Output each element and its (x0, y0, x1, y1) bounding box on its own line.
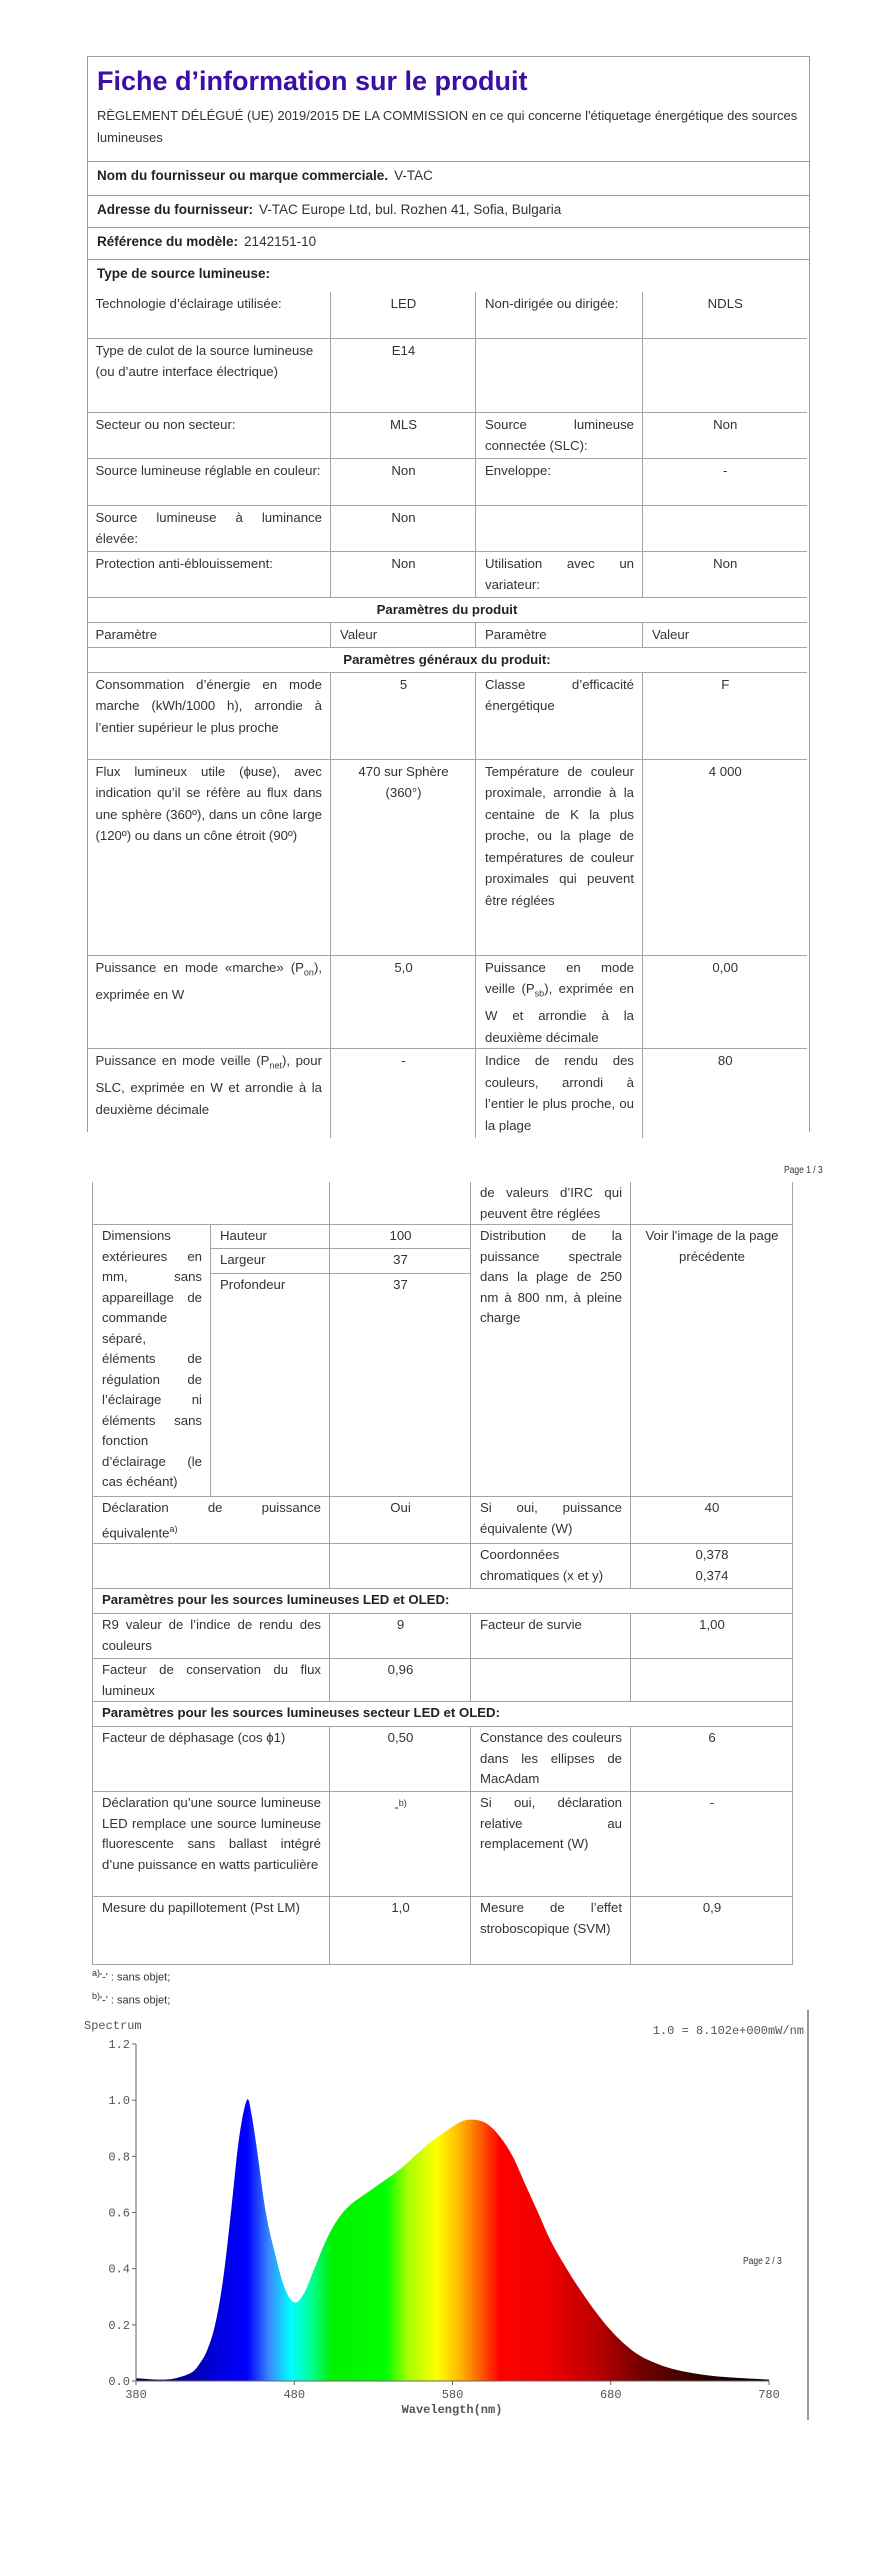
y-tick-label: 0.4 (108, 2262, 130, 2277)
column-header: Paramètre (87, 622, 331, 647)
param-label (471, 1659, 631, 1702)
table-row (87, 551, 807, 597)
param-label: Technologie d’éclairage utilisée: (87, 292, 331, 338)
param-label-text: Puissance en mode «marche» (P (95, 959, 304, 975)
footnote-mark: b) (92, 1991, 101, 2001)
param-value: 80 (643, 1049, 807, 1138)
param-value: 40 (631, 1497, 793, 1544)
param-value: 0,00 (643, 955, 807, 1049)
param-label: Flux lumineux utile (ϕuse), avec indication qu’il se réfère au flux dans une sphère (360º), dans un cône large (120º) ou dans un cône étroit (90º) (87, 759, 331, 955)
footnote-mark: a) (169, 1523, 178, 1534)
param-value (643, 338, 807, 412)
spectrum-area (136, 2099, 769, 2381)
column-header: Valeur (643, 622, 807, 647)
param-label: Température de couleur proximale, arrondie à la centaine de K la plus proche, ou la plage de températures de couleur proximales qui peuvent être réglées (476, 759, 643, 955)
chromaticity-y: 0,374 (695, 1567, 729, 1583)
param-value: MLS (331, 412, 476, 458)
dimensions-label: Dimensions extérieures en mm, sans appareillage de commande séparé, éléments de régulation de l’éclairage ni éléments sans fonction d’éclairage (le cas échéant) (93, 1225, 211, 1497)
y-tick-label: 0.2 (108, 2318, 130, 2333)
param-value: Non (643, 551, 807, 597)
dimension-name: Largeur (211, 1249, 330, 1274)
table-row (93, 1225, 793, 1249)
param-value: 1,00 (631, 1614, 793, 1659)
table-row (87, 338, 807, 412)
footnote-mark: b) (398, 1798, 407, 1809)
table-row (87, 292, 807, 338)
param-value: 470 sur Sphère (360°) (331, 759, 476, 955)
param-label: R9 valeur de l’indice de rendu des couleurs (93, 1614, 330, 1659)
model-reference-label: Référence du modèle: (97, 234, 239, 249)
section-heading-row (87, 647, 807, 672)
section-heading: Paramètres généraux du produit: (87, 647, 807, 672)
table-row (87, 1049, 807, 1138)
supplier-name-row (88, 162, 809, 196)
table-row (93, 1614, 793, 1659)
chart-title: Spectrum (84, 2019, 142, 2033)
chart-annotation: 1.0 = 8.102e+000mW/nm (652, 2024, 804, 2038)
param-label: Coordonnées chromatiques (x et y) (471, 1544, 631, 1589)
param-value: 0,9 (631, 1897, 793, 1965)
y-tick-label: 0.0 (108, 2375, 130, 2389)
subscript: net (269, 1060, 282, 1071)
param-value: Voir l'image de la page précédente (631, 1225, 793, 1497)
param-label-text: ), exprimée en W (95, 959, 322, 1002)
x-tick-label: 380 (125, 2388, 147, 2402)
param-label: Enveloppe: (476, 458, 643, 505)
table-row (87, 672, 807, 759)
param-label: Source lumineuse réglable en couleur: (87, 458, 331, 505)
param-label: Constance des couleurs dans les ellipses de MacAdam (471, 1727, 631, 1792)
page-number-2: Page 2 / 3 (743, 2256, 782, 2267)
param-value (631, 1544, 793, 1589)
regulation-text: RÈGLEMENT DÉLÉGUÉ (UE) 2019/2015 DE LA COMMISSION en ce qui concerne l'étiquetage énergétique des sources lumineuses (97, 108, 798, 145)
product-sheet-page-1 (87, 56, 810, 1132)
param-label: Mesure de l’effet stroboscopique (SVM) (471, 1897, 631, 1965)
column-header: Valeur (331, 622, 476, 647)
model-reference-row (88, 228, 809, 260)
param-value: Non (331, 458, 476, 505)
empty-cell (330, 1182, 471, 1225)
param-label: Protection anti-éblouissement: (87, 551, 331, 597)
param-value: 1,0 (330, 1897, 471, 1965)
param-value (631, 1659, 793, 1702)
table-row (93, 1897, 793, 1965)
param-label (87, 1049, 331, 1138)
param-value (643, 505, 807, 551)
param-label (93, 1497, 330, 1544)
light-source-type-heading (88, 260, 809, 292)
dimension-value: 100 (330, 1225, 471, 1249)
param-label-text: Puissance en mode veille (P (95, 1053, 270, 1069)
dimension-name: Profondeur (211, 1274, 330, 1497)
param-label: Facteur de conservation du flux lumineux (93, 1659, 330, 1702)
param-label: Source lumineuse à luminance élevée: (87, 505, 331, 551)
param-value: 5,0 (331, 955, 476, 1049)
column-header-row (87, 622, 807, 647)
y-tick-label: 0.6 (108, 2206, 130, 2221)
param-value: Oui (330, 1497, 471, 1544)
sheet-header (88, 57, 809, 162)
section-heading: Paramètres pour les sources lumineuses secteur LED et OLED: (93, 1702, 793, 1727)
empty-cell (631, 1182, 793, 1225)
section-heading-row (93, 1702, 793, 1727)
section-heading-row (93, 1589, 793, 1614)
subscript: sb (534, 988, 545, 999)
param-value: E14 (331, 338, 476, 412)
page-title: Fiche d’information sur le produit (97, 66, 528, 96)
spectrum-chart (0, 2005, 894, 2435)
chromaticity-x: 0,378 (695, 1547, 729, 1563)
param-label-text: Puissance en mode veille (P (485, 959, 634, 996)
table-row (93, 1544, 793, 1589)
section-heading: Paramètres pour les sources lumineuses LED et OLED: (93, 1589, 793, 1614)
param-value: 9 (330, 1614, 471, 1659)
light-source-type-heading-text: Type de source lumineuse: (97, 266, 271, 281)
empty-cell (93, 1182, 330, 1225)
product-parameters-table-continued (92, 1182, 793, 1965)
page-border (807, 2010, 809, 2420)
param-label: Distribution de la puissance spectrale dans la plage de 250 nm à 800 nm, à pleine charge (471, 1225, 631, 1497)
param-label: Source lumineuse connectée (SLC): (476, 412, 643, 458)
table-row (87, 505, 807, 551)
dimension-name: Hauteur (211, 1225, 330, 1249)
param-value: Non (331, 505, 476, 551)
param-value: Non (331, 551, 476, 597)
param-label: Facteur de survie (471, 1614, 631, 1659)
supplier-name-value: V-TAC (394, 168, 433, 183)
param-label: Type de culot de la source lumineuse (ou d’autre interface électrique) (87, 338, 331, 412)
table-row (87, 955, 807, 1049)
param-value: Non (643, 412, 807, 458)
column-header: Paramètre (476, 622, 643, 647)
param-value: LED (331, 292, 476, 338)
param-value: 6 (631, 1727, 793, 1792)
x-tick-label: 580 (441, 2388, 464, 2402)
model-reference-value: 2142151-10 (244, 234, 317, 249)
x-axis-label: Wavelength(nm) (401, 2403, 503, 2417)
table-row (87, 458, 807, 505)
y-tick-label: 1.0 (108, 2094, 130, 2109)
param-label: Secteur ou non secteur: (87, 412, 331, 458)
param-label: Non-dirigée ou dirigée: (476, 292, 643, 338)
subscript: on (303, 967, 314, 978)
param-value: NDLS (643, 292, 807, 338)
table-row (93, 1182, 793, 1225)
param-label: Indice de rendu des couleurs, arrondi à l’entier le plus proche, ou la plage (476, 1049, 643, 1138)
footnote-a (92, 1968, 170, 1984)
param-label-text: ), exprimée en W et arrondie à la deuxième décimale (485, 981, 634, 1045)
table-row (93, 1497, 793, 1544)
table-row (93, 1727, 793, 1792)
supplier-name-label: Nom du fournisseur ou marque commerciale. (97, 168, 389, 183)
section-heading-row (87, 597, 807, 622)
product-parameters-table (87, 292, 807, 1138)
footnote-mark: a) (92, 1968, 101, 1978)
y-tick-label: 1.2 (108, 2038, 130, 2052)
param-label (476, 505, 643, 551)
param-label-text: Déclaration de puissance équivalente (102, 1500, 321, 1540)
y-tick-label: 0.8 (108, 2150, 130, 2165)
footnote-text: '-' : sans objet; (100, 1971, 171, 1984)
param-value: 5 (331, 672, 476, 759)
section-heading: Paramètres du produit (87, 597, 807, 622)
table-row (87, 412, 807, 458)
param-label (476, 338, 643, 412)
param-value: 4 000 (643, 759, 807, 955)
dimension-value: 37 (330, 1249, 471, 1274)
param-value (330, 1792, 471, 1897)
param-label: Classe d’efficacité énergétique (476, 672, 643, 759)
param-label: Si oui, déclaration relative au remplacement (W) (471, 1792, 631, 1897)
empty-cell (93, 1544, 330, 1589)
dimension-value: 37 (330, 1274, 471, 1497)
param-value: - (631, 1792, 793, 1897)
supplier-address-label: Adresse du fournisseur: (97, 202, 254, 217)
supplier-address-value: V-TAC Europe Ltd, bul. Rozhen 41, Sofia, Bulgaria (259, 202, 562, 217)
supplier-address-row (88, 196, 809, 228)
param-value: F (643, 672, 807, 759)
param-value: - (331, 1049, 476, 1138)
table-row (93, 1659, 793, 1702)
param-label (476, 955, 643, 1049)
empty-cell (330, 1544, 471, 1589)
param-label: Utilisation avec un variateur: (476, 551, 643, 597)
page-number-1: Page 1 / 3 (784, 1165, 823, 1176)
param-value: - (643, 458, 807, 505)
x-tick-label: 480 (283, 2388, 306, 2402)
param-value: 0,96 (330, 1659, 471, 1702)
x-tick-label: 680 (599, 2388, 622, 2402)
param-label: Si oui, puissance équivalente (W) (471, 1497, 631, 1544)
table-row (93, 1792, 793, 1897)
param-value-text: - (394, 1799, 399, 1815)
x-tick-label: 780 (758, 2388, 780, 2402)
footnote-text: '-' : sans objet; (100, 1994, 171, 2007)
param-value: 0,50 (330, 1727, 471, 1792)
table-row (87, 759, 807, 955)
param-label: Déclaration qu’une source lumineuse LED remplace une source lumineuse fluorescente sans ballast intégré d’une puissance en watts particulière (93, 1792, 330, 1897)
param-label-text: ), pour SLC, exprimée en W et arrondie à la deuxième décimale (95, 1053, 322, 1117)
param-label: de valeurs d’IRC qui peuvent être réglées (471, 1182, 631, 1225)
param-label (87, 955, 331, 1049)
param-label: Mesure du papillotement (Pst LM) (93, 1897, 330, 1965)
param-label: Consommation d’énergie en mode marche (kWh/1000 h), arrondie à l’entier supérieur le plus proche (87, 672, 331, 759)
param-label: Facteur de déphasage (cos ϕ1) (93, 1727, 330, 1792)
